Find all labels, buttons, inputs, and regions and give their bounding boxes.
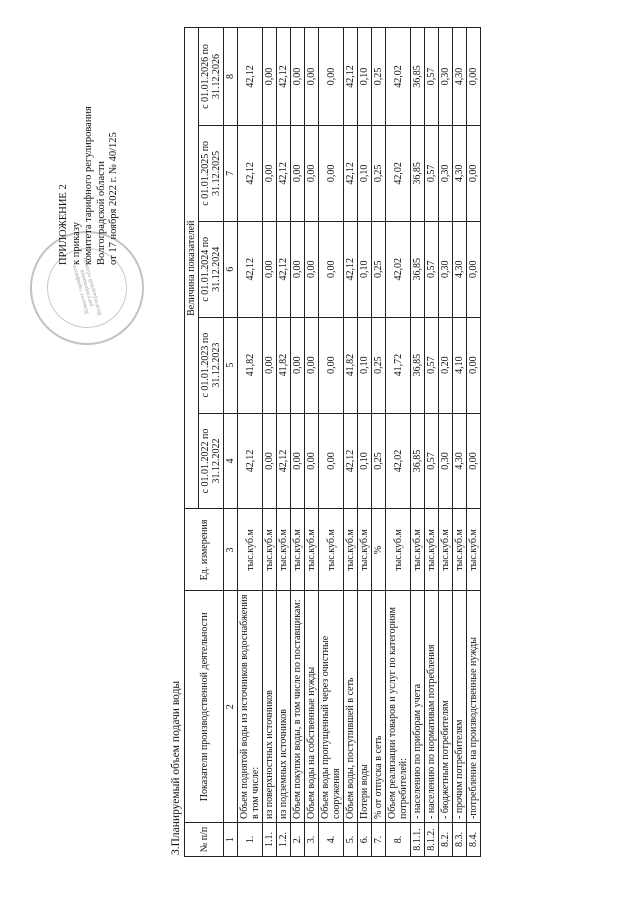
- table-row: [305, 28, 319, 857]
- row-value: 0,00: [305, 221, 319, 317]
- row-number: 2.: [291, 823, 305, 857]
- header-period: с 01.01.2026 по 31.12.2026: [199, 28, 224, 126]
- row-value: 0,00: [467, 28, 481, 126]
- column-index-cell: 3: [224, 509, 238, 591]
- row-value: 0,20: [439, 317, 453, 413]
- row-value: 0,00: [319, 125, 344, 221]
- header-indicator: Показатели производственной деятельности: [185, 591, 224, 823]
- row-unit: тыс.куб.м: [411, 509, 425, 591]
- row-value: 42,12: [277, 125, 291, 221]
- row-value: 0,30: [439, 221, 453, 317]
- section-caption: 3.Планируемый объем подачи воды: [170, 680, 182, 855]
- row-number: 7.: [372, 823, 386, 857]
- row-number: 1.1.: [263, 823, 277, 857]
- row-value: 4,30: [453, 28, 467, 126]
- row-value: 42,12: [344, 413, 358, 509]
- row-unit: тыс.куб.м: [386, 509, 411, 591]
- row-indicator: Объем поднятой воды из источников водоснабжения в том числе:: [238, 591, 263, 823]
- row-value: 42,12: [238, 28, 263, 126]
- column-index-cell: 4: [224, 413, 238, 509]
- row-unit: тыс.куб.м: [467, 509, 481, 591]
- row-value: 36,85: [411, 28, 425, 126]
- row-unit: тыс.куб.м: [344, 509, 358, 591]
- row-number: 8.: [386, 823, 411, 857]
- header-values-group: Величина показателей: [185, 28, 199, 509]
- row-number: 5.: [344, 823, 358, 857]
- row-value: 36,85: [411, 413, 425, 509]
- row-unit: тыс.куб.м: [358, 509, 372, 591]
- row-number: 3.: [305, 823, 319, 857]
- row-value: 0,57: [425, 413, 439, 509]
- row-value: 4,10: [453, 317, 467, 413]
- header-period: с 01.01.2023 по 31.12.2023: [199, 317, 224, 413]
- row-value: 41,82: [238, 317, 263, 413]
- row-indicator: из поверхностных источников: [263, 591, 277, 823]
- seal-text: Комитет тарифного регулирования Волгоградской области: [71, 256, 104, 316]
- row-unit: тыс.куб.м: [277, 509, 291, 591]
- table-row: [358, 28, 372, 857]
- row-indicator: - населению по приборам учета: [411, 591, 425, 823]
- row-value: 0,10: [358, 125, 372, 221]
- row-value: 42,12: [238, 413, 263, 509]
- row-indicator: из подземных источников: [277, 591, 291, 823]
- row-value: 42,02: [386, 221, 411, 317]
- row-number: 4.: [319, 823, 344, 857]
- row-value: 41,82: [277, 317, 291, 413]
- row-value: 42,12: [277, 413, 291, 509]
- row-value: 0,30: [439, 125, 453, 221]
- row-unit: тыс.куб.м: [238, 509, 263, 591]
- table-body: [238, 28, 481, 857]
- table-row: [467, 28, 481, 857]
- row-value: 36,85: [411, 125, 425, 221]
- table-row: [372, 28, 386, 857]
- row-value: 42,12: [344, 221, 358, 317]
- row-indicator: Объем воды, поступившей в сеть: [344, 591, 358, 823]
- header-period: с 01.01.2024 по 31.12.2024: [199, 221, 224, 317]
- row-value: 0,30: [439, 413, 453, 509]
- table-row: [277, 28, 291, 857]
- row-value: 0,10: [358, 28, 372, 126]
- row-indicator: - прочим потребителям: [453, 591, 467, 823]
- appendix-committee-line: комитета тарифного регулирования: [83, 106, 94, 265]
- row-indicator: - населению по нормативам потребления: [425, 591, 439, 823]
- row-value: 0,57: [425, 221, 439, 317]
- row-value: 0,00: [319, 413, 344, 509]
- column-index-cell: 6: [224, 221, 238, 317]
- row-value: 0,57: [425, 28, 439, 126]
- table-row: [238, 28, 263, 857]
- row-value: 0,00: [263, 221, 277, 317]
- row-value: 0,25: [372, 125, 386, 221]
- row-value: 0,00: [263, 413, 277, 509]
- row-value: 0,00: [319, 317, 344, 413]
- row-value: 0,00: [467, 221, 481, 317]
- row-value: 41,72: [386, 317, 411, 413]
- row-value: 0,00: [467, 125, 481, 221]
- appendix-date-line: от 17 ноября 2022 г. № 40/125: [108, 132, 119, 265]
- row-value: 0,00: [467, 413, 481, 509]
- row-value: 42,12: [238, 221, 263, 317]
- row-value: 0,00: [291, 221, 305, 317]
- row-value: 0,00: [263, 125, 277, 221]
- row-unit: тыс.куб.м: [439, 509, 453, 591]
- row-value: 0,00: [305, 28, 319, 126]
- row-value: 0,00: [291, 125, 305, 221]
- appendix-header: [58, 25, 121, 265]
- row-number: 8.4.: [467, 823, 481, 857]
- table-row: [344, 28, 358, 857]
- row-value: 42,02: [386, 413, 411, 509]
- row-value: 0,57: [425, 317, 439, 413]
- water-supply-table: [184, 27, 481, 857]
- row-indicator: Потери воды: [358, 591, 372, 823]
- table-row: [439, 28, 453, 857]
- column-index-cell: 8: [224, 28, 238, 126]
- column-index-cell: 1: [224, 823, 238, 857]
- row-value: 42,02: [386, 125, 411, 221]
- row-value: 42,12: [277, 221, 291, 317]
- row-unit: %: [372, 509, 386, 591]
- header-period: с 01.01.2025 по 31.12.2025: [199, 125, 224, 221]
- header-number: № п/п: [185, 823, 224, 857]
- row-value: 42,12: [344, 28, 358, 126]
- row-value: 0,25: [372, 317, 386, 413]
- row-number: 8.1.1.: [411, 823, 425, 857]
- row-value: 0,00: [263, 317, 277, 413]
- appendix-region-line: Волгоградской области: [95, 160, 107, 265]
- row-number: 1.2.: [277, 823, 291, 857]
- table-row: [411, 28, 425, 857]
- row-indicator: Объем покупки воды, в том числе по поставщикам:: [291, 591, 305, 823]
- row-indicator: Объем реализации товаров и услуг по категориям потребителей:: [386, 591, 411, 823]
- row-value: 0,00: [319, 221, 344, 317]
- table-row: [263, 28, 277, 857]
- row-value: 42,12: [344, 125, 358, 221]
- header-period: с 01.01.2022 по 31.12.2022: [199, 413, 224, 509]
- column-index-cell: 5: [224, 317, 238, 413]
- row-value: 4,30: [453, 221, 467, 317]
- row-value: 42,12: [277, 28, 291, 126]
- row-value: 36,85: [411, 317, 425, 413]
- row-indicator: - бюджетным потребителям: [439, 591, 453, 823]
- row-number: 8.3.: [453, 823, 467, 857]
- row-value: 0,57: [425, 125, 439, 221]
- row-value: 0,00: [291, 413, 305, 509]
- row-value: 0,10: [358, 413, 372, 509]
- row-value: 0,25: [372, 221, 386, 317]
- appendix-title: ПРИЛОЖЕНИЕ 2: [58, 184, 69, 265]
- header-unit: Ед. измерения: [185, 509, 224, 591]
- column-index-cell: 2: [224, 591, 238, 823]
- row-indicator: Объем воды на собственные нужды: [305, 591, 319, 823]
- row-value: 0,00: [263, 28, 277, 126]
- row-unit: тыс.куб.м: [425, 509, 439, 591]
- row-value: 42,02: [386, 28, 411, 126]
- row-number: 6.: [358, 823, 372, 857]
- column-index-row: [224, 28, 238, 857]
- row-indicator: -потребление на производственные нужды: [467, 591, 481, 823]
- row-value: 0,00: [467, 317, 481, 413]
- row-value: 0,00: [319, 28, 344, 126]
- row-number: 1.: [238, 823, 263, 857]
- row-value: 4,30: [453, 413, 467, 509]
- row-value: 4,30: [453, 125, 467, 221]
- table-row: [319, 28, 344, 857]
- row-unit: тыс.куб.м: [263, 509, 277, 591]
- row-unit: тыс.куб.м: [305, 509, 319, 591]
- row-value: 0,00: [305, 125, 319, 221]
- row-unit: тыс.куб.м: [319, 509, 344, 591]
- row-value: 0,25: [372, 28, 386, 126]
- table-row: [386, 28, 411, 857]
- row-indicator: % от отпуска в сеть: [372, 591, 386, 823]
- column-index-cell: 7: [224, 125, 238, 221]
- row-unit: тыс.куб.м: [453, 509, 467, 591]
- row-value: 0,00: [291, 28, 305, 126]
- table-row: [291, 28, 305, 857]
- row-value: 0,30: [439, 28, 453, 126]
- row-value: 0,00: [305, 317, 319, 413]
- row-value: 0,00: [305, 413, 319, 509]
- row-unit: тыс.куб.м: [291, 509, 305, 591]
- table-row: [453, 28, 467, 857]
- row-value: 41,82: [344, 317, 358, 413]
- row-value: 36,85: [411, 221, 425, 317]
- row-value: 0,10: [358, 317, 372, 413]
- row-value: 42,12: [238, 125, 263, 221]
- row-value: 0,00: [291, 317, 305, 413]
- row-number: 8.1.2.: [425, 823, 439, 857]
- table-row: [425, 28, 439, 857]
- row-value: 0,10: [358, 221, 372, 317]
- row-indicator: Объем воды пропущенный через очистные сооружения: [319, 591, 344, 823]
- row-value: 0,25: [372, 413, 386, 509]
- appendix-order-line: к приказу: [70, 222, 82, 265]
- row-number: 8.2.: [439, 823, 453, 857]
